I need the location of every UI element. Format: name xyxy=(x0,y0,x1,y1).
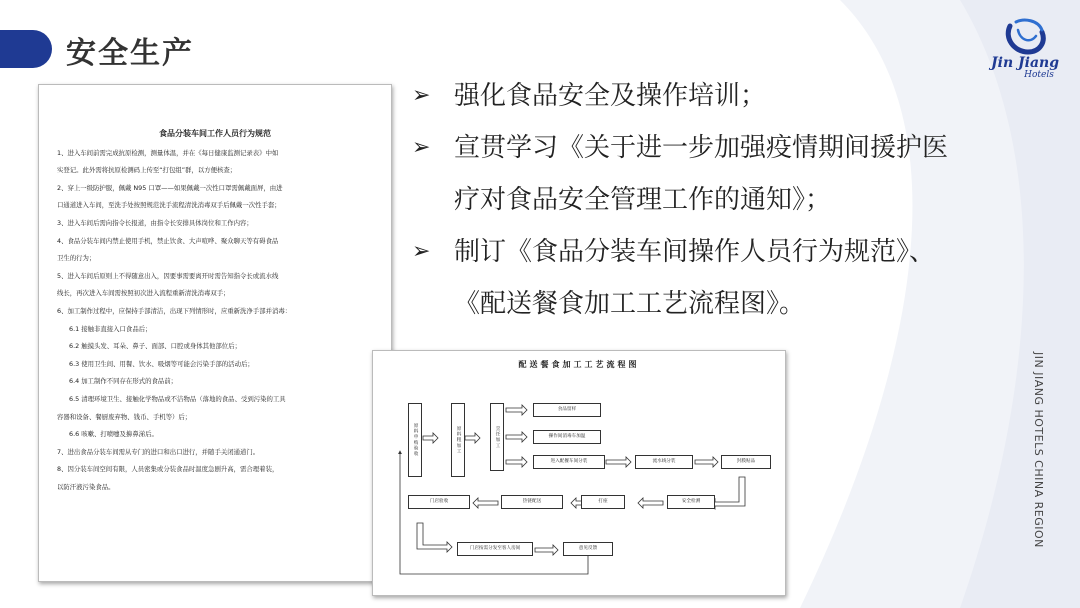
document-line: 4、食品分装车间内禁止使用手机，禁止饮食、大声喧哗、聚众聊天等有碍食品 xyxy=(57,236,279,245)
bullet-text: 宣贯学习《关于进一步加强疫情期间援护医 xyxy=(454,133,949,163)
document-line: 6.1 接触非直接入口食品后； xyxy=(69,324,152,333)
document-line: 6.6 咳嗽、打喷嚏及擤鼻涕后。 xyxy=(69,430,158,439)
flow-node: 门店验收 xyxy=(408,495,470,509)
document-line: 6.2 触摸头发、耳朵、鼻子、面部、口腔或身体其他部位后； xyxy=(69,342,241,351)
document-line: 6.5 清理环境卫生、接触化学物品或不洁物品（落地的食品、受到污染的工具 xyxy=(69,394,286,403)
flowchart-arrows xyxy=(373,351,787,597)
arrow-bullet-icon: ➢ xyxy=(412,239,431,264)
flow-node: 食品留样 xyxy=(533,403,601,417)
flow-node: 封膜贴品 xyxy=(721,455,771,469)
document-line: 7、进出食品分装车间需从专门的进口和出口进行，并随手关闭通道门。 xyxy=(57,447,260,456)
arrow-bullet-icon: ➢ xyxy=(412,135,431,160)
arrow-bullet-icon: ➢ xyxy=(412,83,431,108)
document-line: 6、加工制作过程中，应保持手部清洁，出现下列情形时，应重新洗净手部并消毒： xyxy=(57,306,292,315)
jinjiang-logo-icon xyxy=(1002,18,1048,56)
document-line: 8、因分装车间空间有限，人员密集或分装食品时温度急剧升高，需合理着装， xyxy=(57,465,279,474)
document-line: 6.4 加工制作不同存在形式的食品前； xyxy=(69,377,178,386)
bullet-text: 强化食品安全及操作培训； xyxy=(454,81,767,111)
logo-name: Jin Jiang xyxy=(991,55,1059,71)
title-accent-bar xyxy=(0,30,52,68)
flow-node: 热链配送 xyxy=(501,495,563,509)
document-line: 2、穿上一级防护服，佩戴 N95 口罩——如果佩戴一次性口罩需佩戴面屏，由进 xyxy=(57,183,283,192)
document-line: 口通道进入车间，至洗手处按照规范洗手流程清洗消毒双手后佩戴一次性手套； xyxy=(57,201,281,210)
slide-title: 安全生产 xyxy=(66,36,194,71)
regulation-document xyxy=(38,84,392,582)
document-line: 实登记。此外需将抗原检测码上传至“打包组”群，以方便核查； xyxy=(57,166,237,175)
flow-node: 烹饪加工 xyxy=(490,403,504,471)
flow-node: 安全检测 xyxy=(667,495,715,509)
document-line: 1、进入车间前需完成抗原检测，测量体温，并在《每日健康监测记录表》中如 xyxy=(57,148,279,157)
document-line: 容器和设备、餐厨废弃物、钱币、手机等）后； xyxy=(57,412,192,421)
logo-sub: Hotels xyxy=(1024,70,1054,80)
bullet-text: 疗对食品安全管理工作的通知》； xyxy=(454,185,832,215)
flow-node: 原料粗加工 xyxy=(451,403,465,477)
flowchart-document xyxy=(372,350,786,596)
bullet-list xyxy=(412,70,1062,330)
flow-node: 进入配餐车间分装 xyxy=(533,455,605,469)
vertical-brand-text: JIN JIANG HOTELS CHINA REGION xyxy=(1032,352,1045,548)
flow-node: 意见反馈 xyxy=(563,542,613,556)
document-line: 以防汗液污染食品。 xyxy=(57,482,115,491)
flow-node: 打座 xyxy=(581,495,625,509)
flow-node: 操作间消毒车加温 xyxy=(533,430,601,444)
document-line: 3、进入车间后需向指令长报道，由指令长安排具体岗位和工作内容； xyxy=(57,218,253,227)
bullet-text: 制订《食品分装车间操作人员行为规范》、 xyxy=(454,237,936,267)
flow-node: 门店按需分发至客人房间 xyxy=(457,542,533,556)
document-line: 6.3 使用卫生间、用餐、饮水、吸烟等可能会污染手部的活动后； xyxy=(69,359,254,368)
bullet-item xyxy=(412,122,1062,226)
document-line: 卫生的行为； xyxy=(57,254,96,263)
bullet-item xyxy=(412,226,1062,330)
flow-node: 流水线分装 xyxy=(635,455,693,469)
flowchart-title: 配送餐食加工工艺流程图 xyxy=(518,360,640,369)
document-line: 线长，再次进入车间需按照初次进入流程重新清洗消毒双手； xyxy=(57,289,230,298)
flow-node: 原料申购验收 xyxy=(408,403,422,477)
document-line: 5、进入车间后原则上不得随意出入，因要事需要离开时需告知指令长或流水线 xyxy=(57,271,279,280)
document-title: 食品分装车间工作人员行为规范 xyxy=(159,129,271,138)
bullet-text: 《配送餐食加工工艺流程图》。 xyxy=(454,289,806,319)
bullet-item xyxy=(412,70,1062,122)
